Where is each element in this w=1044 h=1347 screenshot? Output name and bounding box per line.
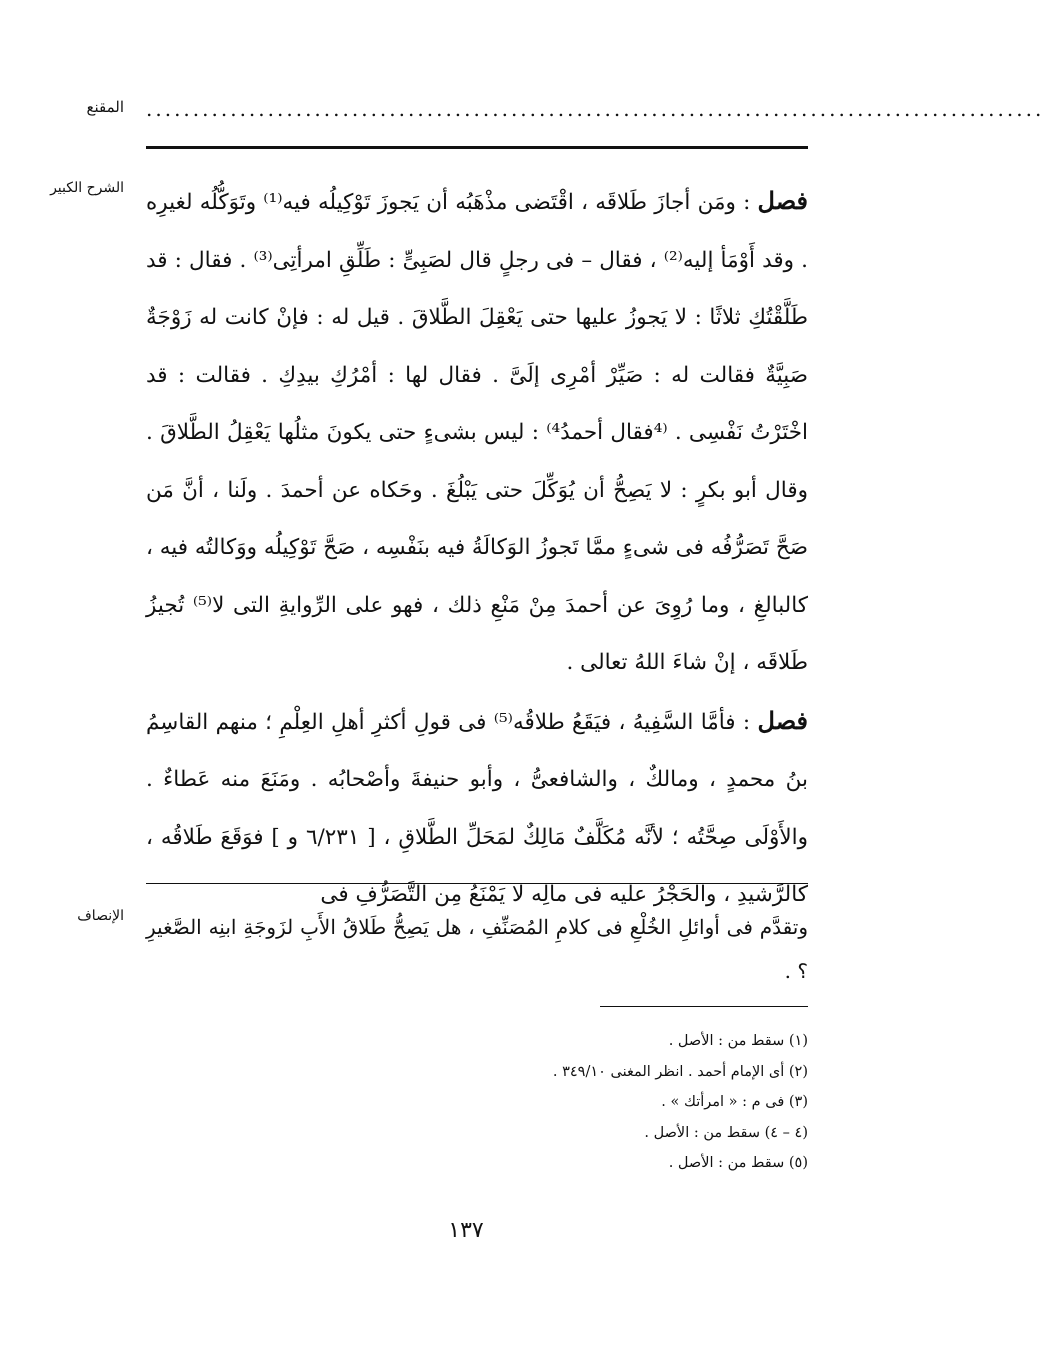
running-header-title: المقنع xyxy=(86,98,124,116)
footnote: (٣) فى م : « امرأتك » . xyxy=(661,1094,808,1110)
footnote: (١) سقط من : الأصل . xyxy=(668,1033,808,1049)
footnote: (٤ – ٤) سقط من : الأصل . xyxy=(644,1124,808,1141)
footnote: (٢) أى الإمام أحمد . انظر المغنى ٣٤٩/١٠ . xyxy=(552,1063,808,1080)
main-commentary xyxy=(146,172,808,924)
side-label-sharh: الشرح الكبير xyxy=(50,180,124,196)
insaf-paragraph: وتقدَّم فى أوائلِ الخُلْعِ فى كلامِ المُصَنِّفِ ، هل يَصِحُّ طَلاقُ الأَبِ لزَوجَةِ ابنِه الصَّغيرِ ؟ . xyxy=(146,915,808,983)
paragraph-2 xyxy=(146,692,808,924)
header-rule xyxy=(146,146,808,149)
footnote: (٥) سقط من : الأصل . xyxy=(668,1155,808,1171)
paragraph-1 xyxy=(146,172,808,692)
section-keyword: فصل xyxy=(757,705,808,735)
side-label-insaf: الإنصاف xyxy=(77,908,124,924)
insaf-commentary xyxy=(146,905,808,993)
header-dotted-line: ................................................................................................ xyxy=(146,97,1044,121)
footnotes xyxy=(420,1026,808,1179)
section-divider xyxy=(146,883,808,884)
section-keyword: فصل xyxy=(757,186,808,215)
footnote-divider xyxy=(600,1006,808,1007)
paragraph-text: : ومَن أجازَ طَلاقَه ، اقْتَضى مذْهَبُه أن يَجوزَ تَوْكِيلُه فيه⁽¹⁾ وتَوَكُّلُه لغيرِه . وقد أَوْمَأ إليه⁽²⁾ ، فقال – فى رجلٍ قال لصَبِىٍّ : طَلِّقِ امرأتِى⁽³⁾ . فقال : قد طَلَّقْتُكِ ثلاثًا : لا يَجوزُ عليها حتى يَعْقِلَ الطَّلاقَ . قيل له : فإنْ كانت له زَوْجَةٌ صَبِيَّةٌ فقالت له : صَيِّرْ أمْرِى إلَىَّ . فقال لها : أمْرُكِ بيدِكِ . فقالت : قد اخْتَرْتُ نَفْسِى . ⁽⁴فقال أحمدُ⁴⁾ : ليس بشىءٍ حتى يكونَ مثلُها يَعْقِلُ الطَّلاقَ . وقال أبو بكرٍ : لا يَصِحُّ أن يُوَكِّلَ حتى يَبْلُغَ . وحَكاه عن أحمدَ . ولَنا ، أنَّ مَن صَحَّ تَصَرُّفُه فى شىءٍ ممَّا تَجوزُ الوَكالَةُ فيه بنَفْسِه ، صَحَّ تَوْكِيلُه ووَكالتُه فيه ، كالبالغِ ، وما رُوِىَ عن أحمدَ مِنْ مَنْعِ ذلك ، فهو على الرِّوايةِ التى لا⁽⁵⁾ تُجيزُ طَلاقَه ، إنْ شاءَ اللهُ تعالى . xyxy=(146,190,809,675)
paragraph-text: : فأمَّا السَّفِيهُ ، فيَقَعُ طلاقُه⁽⁵⁾ فى قولِ أكثرِ أهلِ العِلْمِ ؛ منهم القاسِمُ بنُ محمدٍ ، ومالكٌ ، والشافعىُّ ، وأبو حنيفةَ وأصْحابُه . ومَنَعَ منه عَطاءٌ . والأَوْلَى صِحَّتُه ؛ لأنَّه مُكَلَّفٌ مَالِكٌ لمَحَلِّ الطَّلاقِ ، [ ٦/٢٣١ و ] فوَقَعَ طَلاقُه ، كالرَّشيدِ ، والحَجْرُ عليه فى مالِه لا يَمْنَعُ مِن التَّصَرُّفِ فى xyxy=(146,709,808,907)
page-number: ١٣٧ xyxy=(448,1218,484,1243)
